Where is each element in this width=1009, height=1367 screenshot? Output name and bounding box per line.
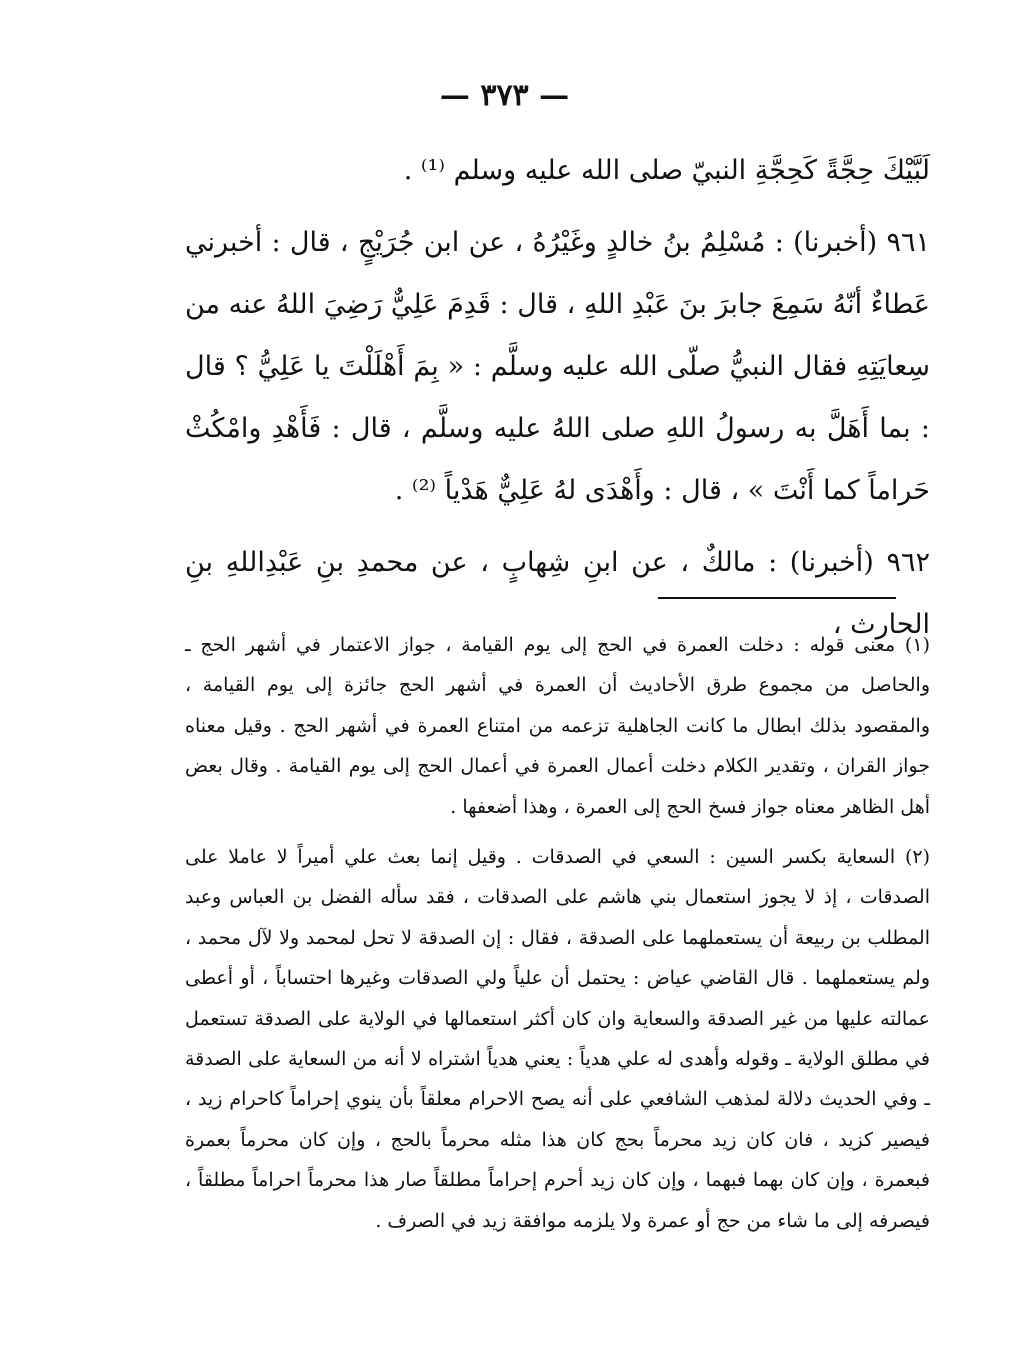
footnote-2: (٢) السعاية بكسر السين : السعي في الصدقات . وقيل إنما بعث علي أميراً لا عاملا على الصدقات ، إذ لا يجوز استعمال بني هاشم على الصدقات ، فقد سأله الفضل بن العباس وعبد المطلب بن ربيعة أن يستعملهما على الصدقة ، فقال : إن الصدقة لا تحل لمحمد ولا لآل محمد ، ولم يستعملهما . قال القاضي عياض : يحتمل أن علياً ولي الصدقات وغيرها احتساباً ، أو أعطى عمالته عليها من غير الصدقة والسعاية وان كان أكثر استعمالها في الولاية على الصدقة تستعمل في مطلق الولاية ـ وقوله وأهدى له علي هدياً : يعني هدياً اشتراه لا أنه من السعاية على الصدقة ـ وفي الحديث دلالة لمذهب الشافعي على أنه يصح الاحرام معلقاً بأن ينوي إحراماً كاحرام زيد ، فيصير كزيد ، فان كان زيد محرماً بحج كان هذا مثله محرماً بالحج ، وإن كان محرماً بعمرة فبعمرة ، وإن كان بهما فبهما ، وإن كان زيد أحرم إحراماً مطلقاً صار هذا محرماً احراماً مطلقاً ، فيصرفه إلى ما شاء من حج أو عمرة ولا يلزمه موافقة زيد في الصرف . (185, 846, 930, 1232)
footnote-divider (658, 597, 896, 599)
page-number: — ٣٧٣ — (439, 78, 570, 113)
footnotes (185, 625, 930, 1251)
main-text (185, 140, 930, 666)
hadith-962: ٩٦٢ (أخبرنا) : مالكٌ ، عن ابنِ شِهابٍ ، عن محمدِ بنِ عَبْدِاللهِ بنِ الحارث ، (185, 547, 930, 640)
intro-line: لَبَّيْكَ حِجَّةً كَحِجَّةِ النبيّ صلى الله عليه وسلم ⁽¹⁾ . (403, 155, 930, 186)
hadith-961: ٩٦١ (أخبرنا) : مُسْلِمُ بنُ خالدٍ وغَيْرُهُ ، عن ابن جُرَيْجٍ ، قال : أخبرني عَطاءٌ أنّهُ سَمِعَ جابرَ بنَ عَبْدِ اللهِ ، قال : قَدِمَ عَلِيٌّ رَضِيَ اللهُ عنه من سِعايَتِهِ فقال النبيُّ صلّى الله عليه وسلَّم : « بِمَ أَهْلَلْتَ يا عَلِيُّ ؟ قال : بما أَهَلَّ به رسولُ اللهِ صلى اللهُ عليه وسلَّم ، قال : فَأَهْدِ وامْكُثْ حَراماً كما أَنْتَ » ، قال : وأَهْدَى لهُ عَلِيٌّ هَدْياً ⁽²⁾ . (185, 227, 930, 506)
footnote-1: (١) معنى قوله : دخلت العمرة في الحج إلى يوم القيامة ، جواز الاعتمار في أشهر الحج ـ والحاصل من مجموع طرق الأحاديث أن العمرة في أشهر الحج جائزة إلى يوم القيامة ، والمقصود بذلك ابطال ما كانت الجاهلية تزعمه من امتناع العمرة في أشهر الحج . وقيل معناه جواز القران ، وتقدير الكلام دخلت أعمال العمرة في أعمال الحج إلى يوم القيامة . وقال بعض أهل الظاهر معناه جواز فسخ الحج إلى العمرة ، وهذا أضعفها . (185, 634, 930, 818)
